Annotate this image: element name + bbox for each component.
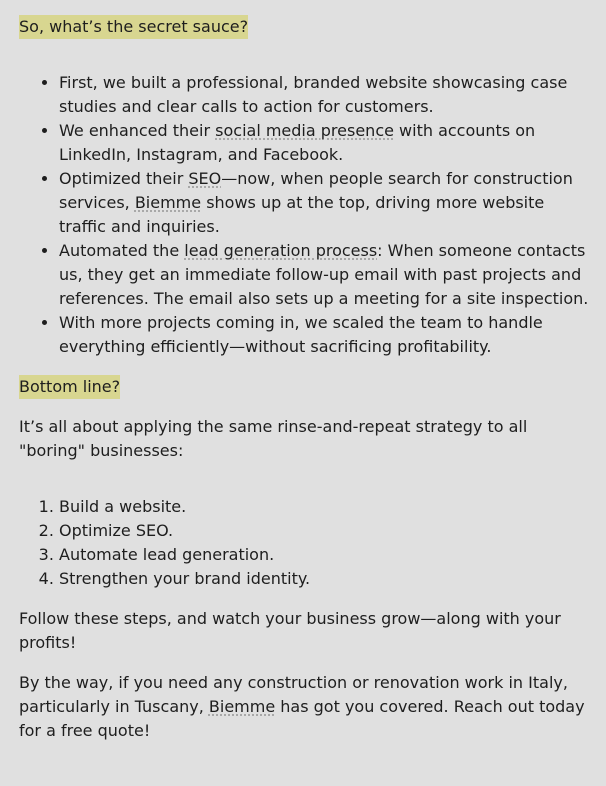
list-item: 2. Optimize SEO.	[59, 519, 589, 543]
biemme-term: Biemme	[208, 697, 276, 716]
list-item	[59, 167, 589, 239]
bullet-text: with accounts on LinkedIn, Instagram, and Facebook.	[59, 121, 536, 164]
list-item: 1. Build a website.	[59, 495, 589, 519]
social-media-term: social media presence	[215, 121, 394, 140]
bullet-text: —now, when people search for construction services,	[59, 169, 573, 212]
bullet-text: First, we built a professional, branded website showcasing case studies and clear calls to action for customers.	[59, 73, 568, 116]
list-item	[59, 311, 589, 359]
closing-text: By the way, if you need any construction or renovation work in Italy, particularly in Tuscany,	[19, 673, 568, 716]
list-item: 4. Strengthen your brand identity.	[59, 567, 589, 591]
bullet-text: With more projects coming in, we scaled the team to handle everything efficiently—without sacrificing profitability.	[59, 313, 543, 356]
bullet-text: : When someone contacts us, they get an immediate follow-up email with past projects and references. The email also sets up a meeting for a site inspection.	[59, 241, 589, 308]
list-item	[59, 239, 589, 311]
bottom-heading-wrap	[19, 375, 589, 399]
list-item: 3. Automate lead generation.	[59, 543, 589, 567]
secret-sauce-heading: So, what’s the secret sauce?	[19, 15, 248, 39]
bullet-text: Optimized their	[59, 169, 189, 188]
bullet-text: shows up at the top, driving more website traffic and inquiries.	[59, 193, 545, 236]
biemme-term: Biemme	[134, 193, 202, 212]
bottom-line-heading: Bottom line?	[19, 375, 120, 399]
list-item	[59, 119, 589, 167]
steps-list	[19, 495, 589, 591]
bullet-text: Automated the	[59, 241, 185, 260]
strategy-intro: It’s all about applying the same rinse-and-repeat strategy to all "boring" businesses:	[19, 417, 528, 460]
seo-term: SEO	[188, 169, 222, 188]
closing-paragraph	[19, 671, 589, 743]
list-item	[59, 71, 589, 119]
lead-generation-term: lead generation process	[184, 241, 378, 260]
follow-steps-paragraph: Follow these steps, and watch your business grow—along with your profits!	[19, 609, 561, 652]
closing-text: has got you covered. Reach out today for a free quote!	[19, 697, 585, 740]
bullet-text: We enhanced their	[59, 121, 216, 140]
secret-heading-wrap	[19, 15, 589, 39]
strategy-bullet-list	[19, 71, 589, 359]
